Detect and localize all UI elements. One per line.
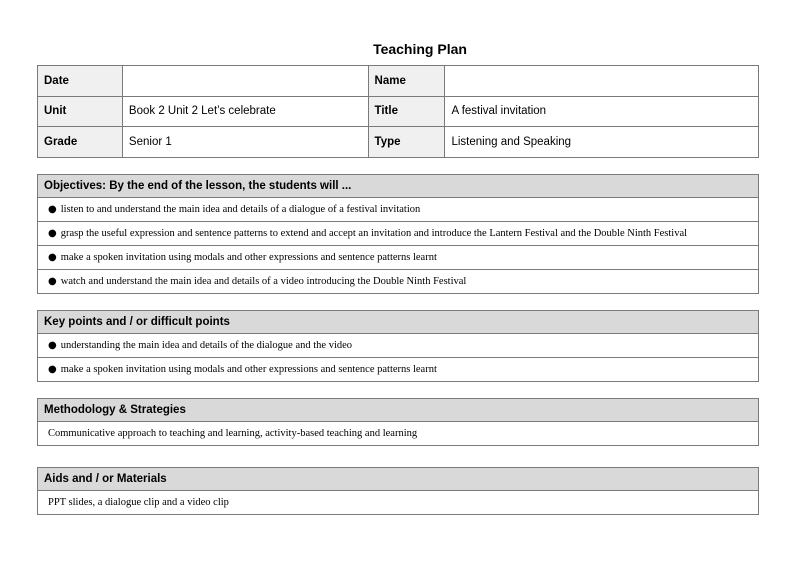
bullet-icon: ● xyxy=(48,364,57,375)
list-item xyxy=(38,422,759,446)
title-label: Title xyxy=(368,96,445,127)
objectives-table xyxy=(37,174,759,294)
objectives-header: Objectives: By the end of the lesson, the students will ... xyxy=(38,175,759,198)
unit-value: Book 2 Unit 2 Let’s celebrate xyxy=(122,96,368,127)
type-value: Listening and Speaking xyxy=(445,127,759,158)
aids-table xyxy=(37,467,759,515)
title-value: A festival invitation xyxy=(445,96,759,127)
grade-label: Grade xyxy=(38,127,123,158)
key-points-table xyxy=(37,310,759,382)
table-row xyxy=(38,66,759,97)
list-item xyxy=(38,246,759,270)
table-row xyxy=(38,96,759,127)
list-item xyxy=(38,222,759,246)
methodology-header: Methodology & Strategies xyxy=(38,399,759,422)
info-table xyxy=(37,65,759,158)
list-item xyxy=(38,358,759,382)
objective-text: watch and understand the main idea and details of a video introducing the Double Ninth Festival xyxy=(60,276,467,287)
list-item xyxy=(38,198,759,222)
unit-label: Unit xyxy=(38,96,123,127)
bullet-icon: ● xyxy=(48,228,57,239)
list-item xyxy=(38,334,759,358)
bullet-icon: ● xyxy=(48,204,57,215)
date-field[interactable] xyxy=(122,66,368,97)
objective-text: listen to and understand the main idea and details of a dialogue of a festival invitation xyxy=(60,204,421,215)
aids-text: PPT slides, a dialogue clip and a video clip xyxy=(38,491,759,515)
objective-text: grasp the useful expression and sentence patterns to extend and accept an invitation and introduce the Lantern Festival and the Double Ninth Festival xyxy=(60,228,688,239)
methodology-table xyxy=(37,398,759,446)
name-field[interactable] xyxy=(445,66,759,97)
key-point-text: understanding the main idea and details of the dialogue and the video xyxy=(60,340,353,351)
date-label: Date xyxy=(38,66,123,97)
bullet-icon: ● xyxy=(48,252,57,263)
bullet-icon: ● xyxy=(48,276,57,287)
name-label: Name xyxy=(368,66,445,97)
list-item xyxy=(38,491,759,515)
objective-text: make a spoken invitation using modals and other expressions and sentence patterns learnt xyxy=(60,252,437,263)
table-row xyxy=(38,127,759,158)
key-points-header: Key points and / or difficult points xyxy=(38,311,759,334)
bullet-icon: ● xyxy=(48,340,57,351)
list-item xyxy=(38,270,759,294)
grade-value: Senior 1 xyxy=(122,127,368,158)
key-point-text: make a spoken invitation using modals and other expressions and sentence patterns learnt xyxy=(60,364,437,375)
page-title: Teaching Plan xyxy=(373,41,467,57)
type-label: Type xyxy=(368,127,445,158)
aids-header: Aids and / or Materials xyxy=(38,468,759,491)
methodology-text: Communicative approach to teaching and learning, activity-based teaching and learning xyxy=(38,422,759,446)
